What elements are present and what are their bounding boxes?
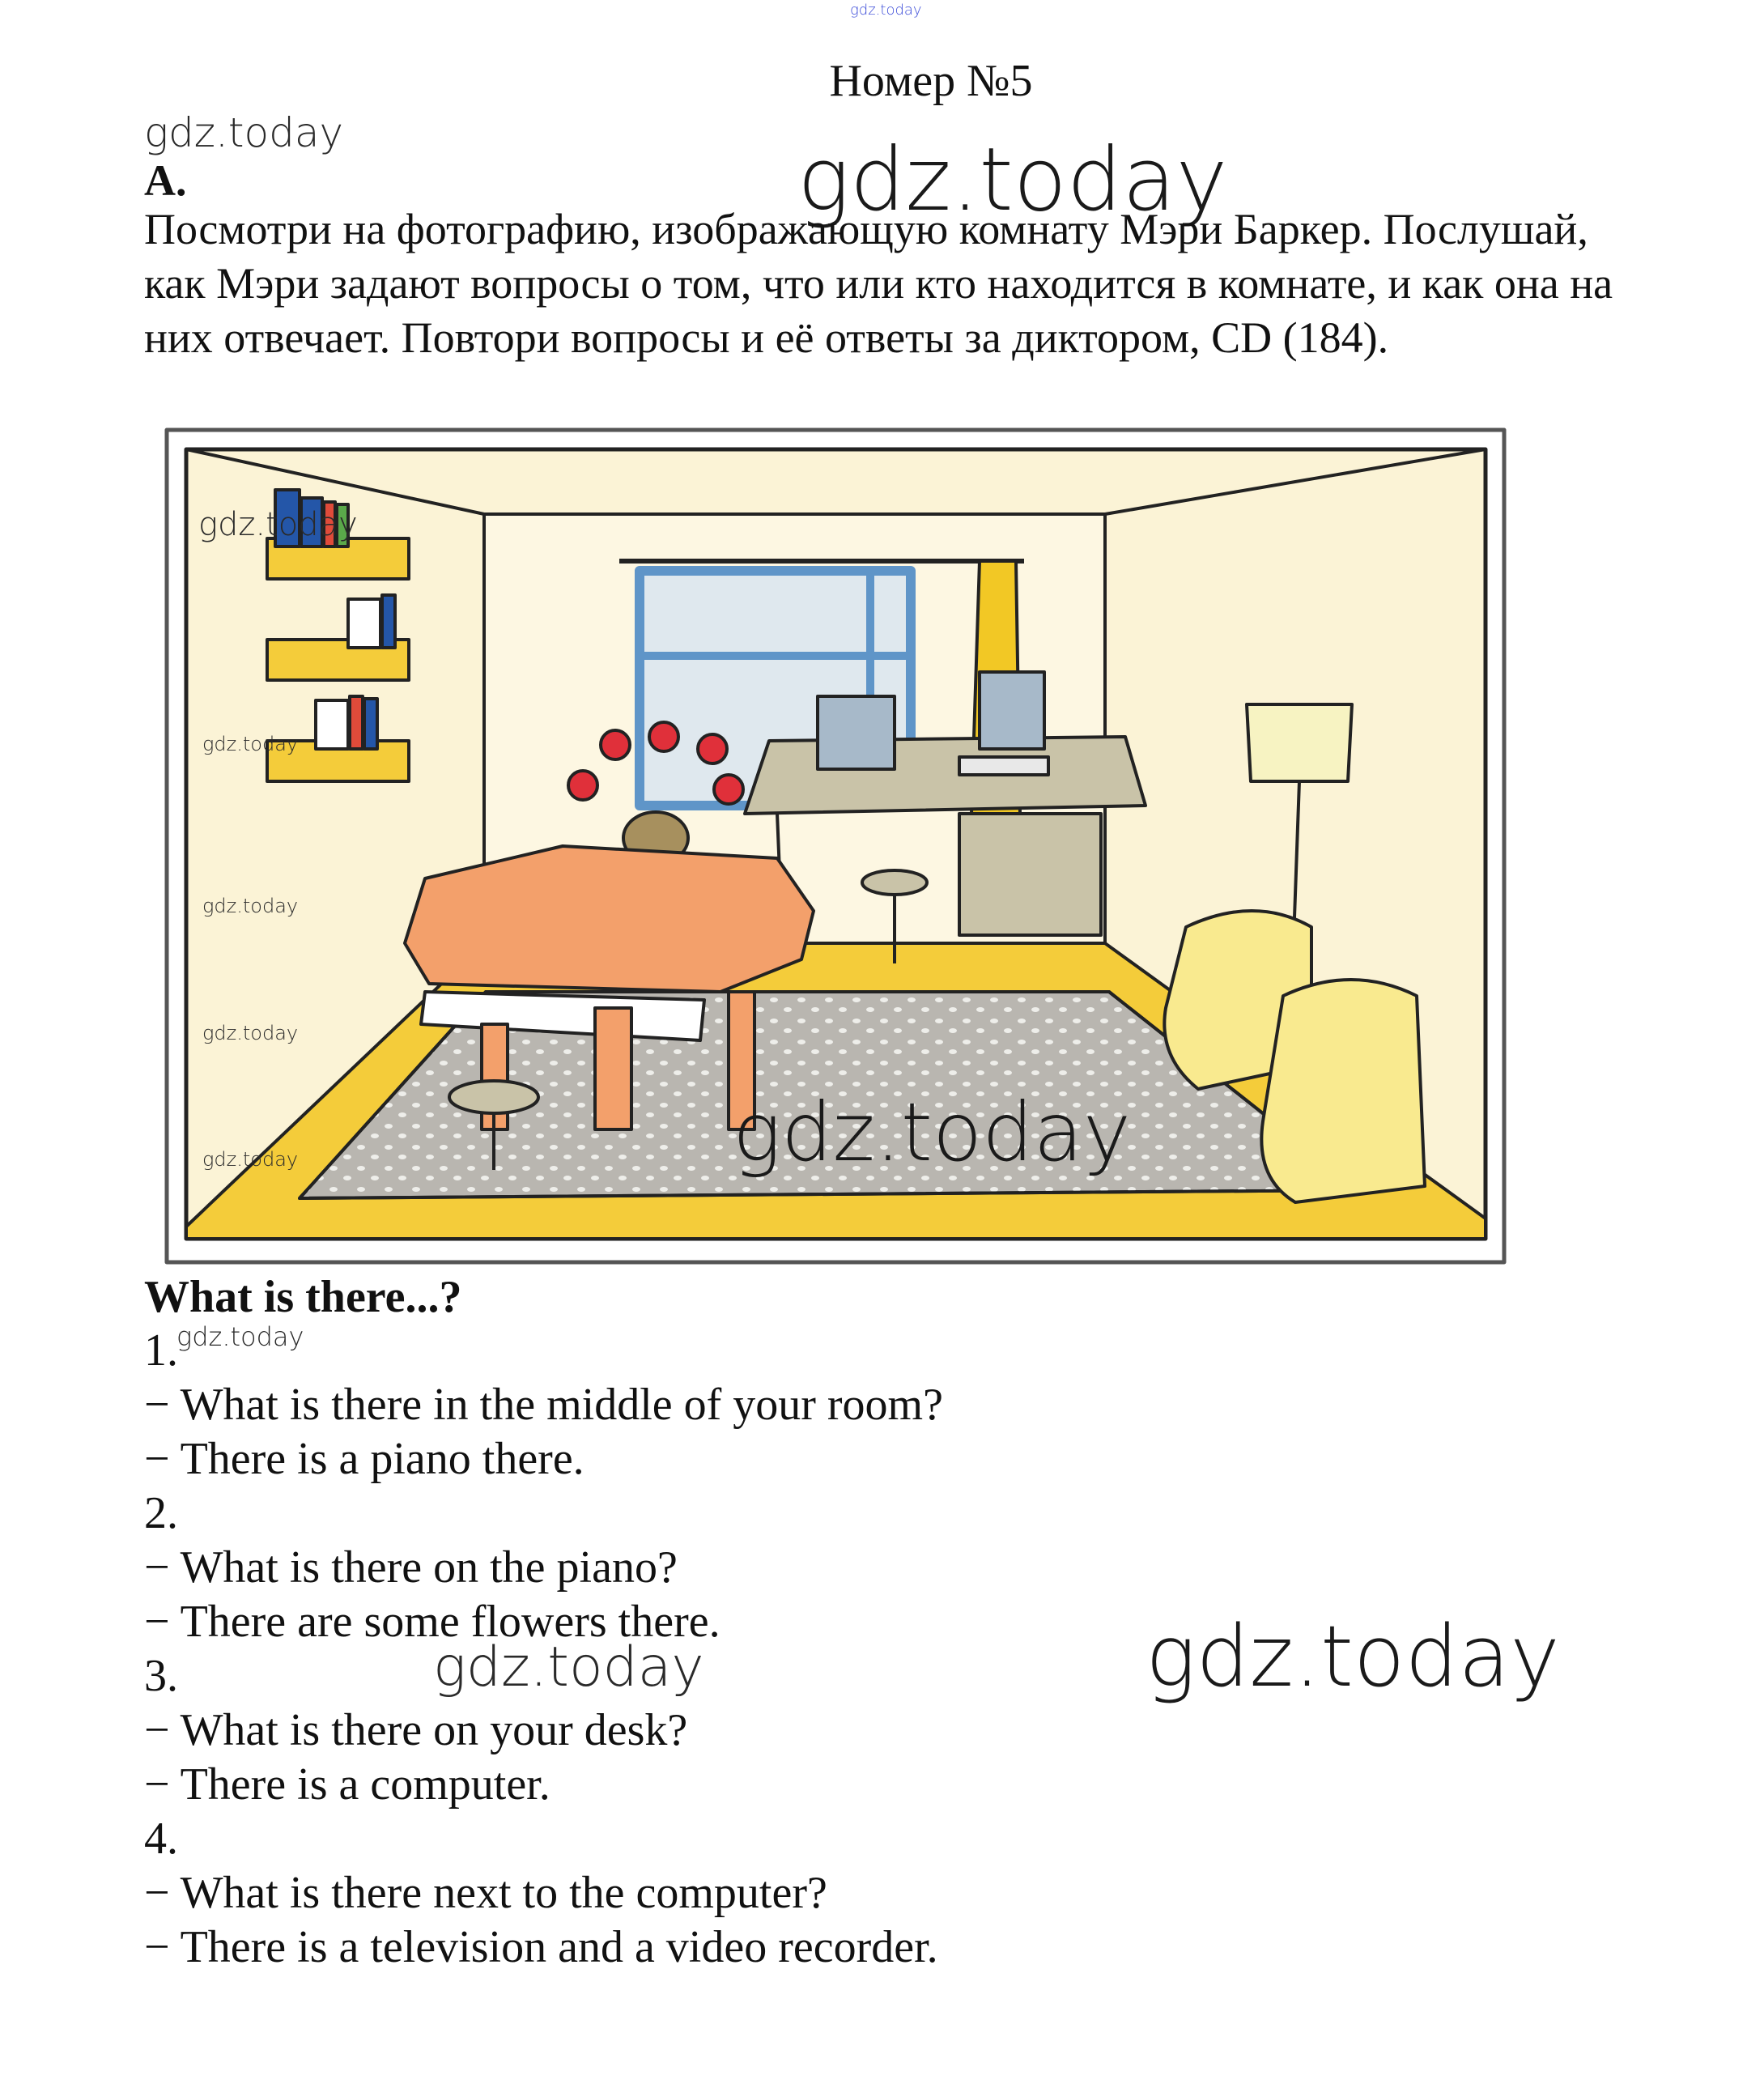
dialog-answer: − There is a piano there. <box>144 1434 584 1484</box>
watermark: gdz.today <box>144 109 344 156</box>
page-title: Номер №5 <box>829 56 1033 106</box>
dialog-answer: − There is a computer. <box>144 1759 550 1810</box>
watermark: gdz.today <box>202 1148 299 1171</box>
watermark: gdz.today <box>202 895 299 917</box>
watermark: gdz.today <box>433 1635 704 1699</box>
watermark: gdz.today <box>202 733 299 755</box>
dialog-answer: − There are some flowers there. <box>144 1597 720 1647</box>
section-label: А. <box>144 156 187 205</box>
watermark: gdz.today <box>198 506 358 543</box>
question-heading: What is there...? <box>144 1272 462 1322</box>
watermark: gdz.today <box>850 2 922 19</box>
dialog-question: − What is there on your desk? <box>144 1705 688 1755</box>
dialog-number: 1. <box>144 1325 178 1376</box>
watermark: gdz.today <box>797 130 1228 231</box>
dialog-answer: − There is a television and a video recorder. <box>144 1922 938 1972</box>
watermark: gdz.today <box>202 1022 299 1044</box>
dialog-number: 3. <box>144 1651 178 1701</box>
dialog-number: 2. <box>144 1488 178 1538</box>
dialog-question: − What is there on the piano? <box>144 1542 678 1593</box>
dialog-number: 4. <box>144 1814 178 1864</box>
dialog-question: − What is there in the middle of your room? <box>144 1380 943 1430</box>
watermark: gdz.today <box>176 1321 304 1352</box>
dialog-question: − What is there next to the computer? <box>144 1868 827 1918</box>
watermark: gdz.today <box>733 1085 1132 1180</box>
task-instructions: Посмотри на фотографию, изображающую комнату Мэри Баркер. Послушай, как Мэри задают вопросы о том, что или кто находится в комнате, и как она на них отвечает. Повтори вопросы и её ответы за диктором, CD (184). <box>144 205 1613 362</box>
watermark: gdz.today <box>1146 1607 1560 1706</box>
